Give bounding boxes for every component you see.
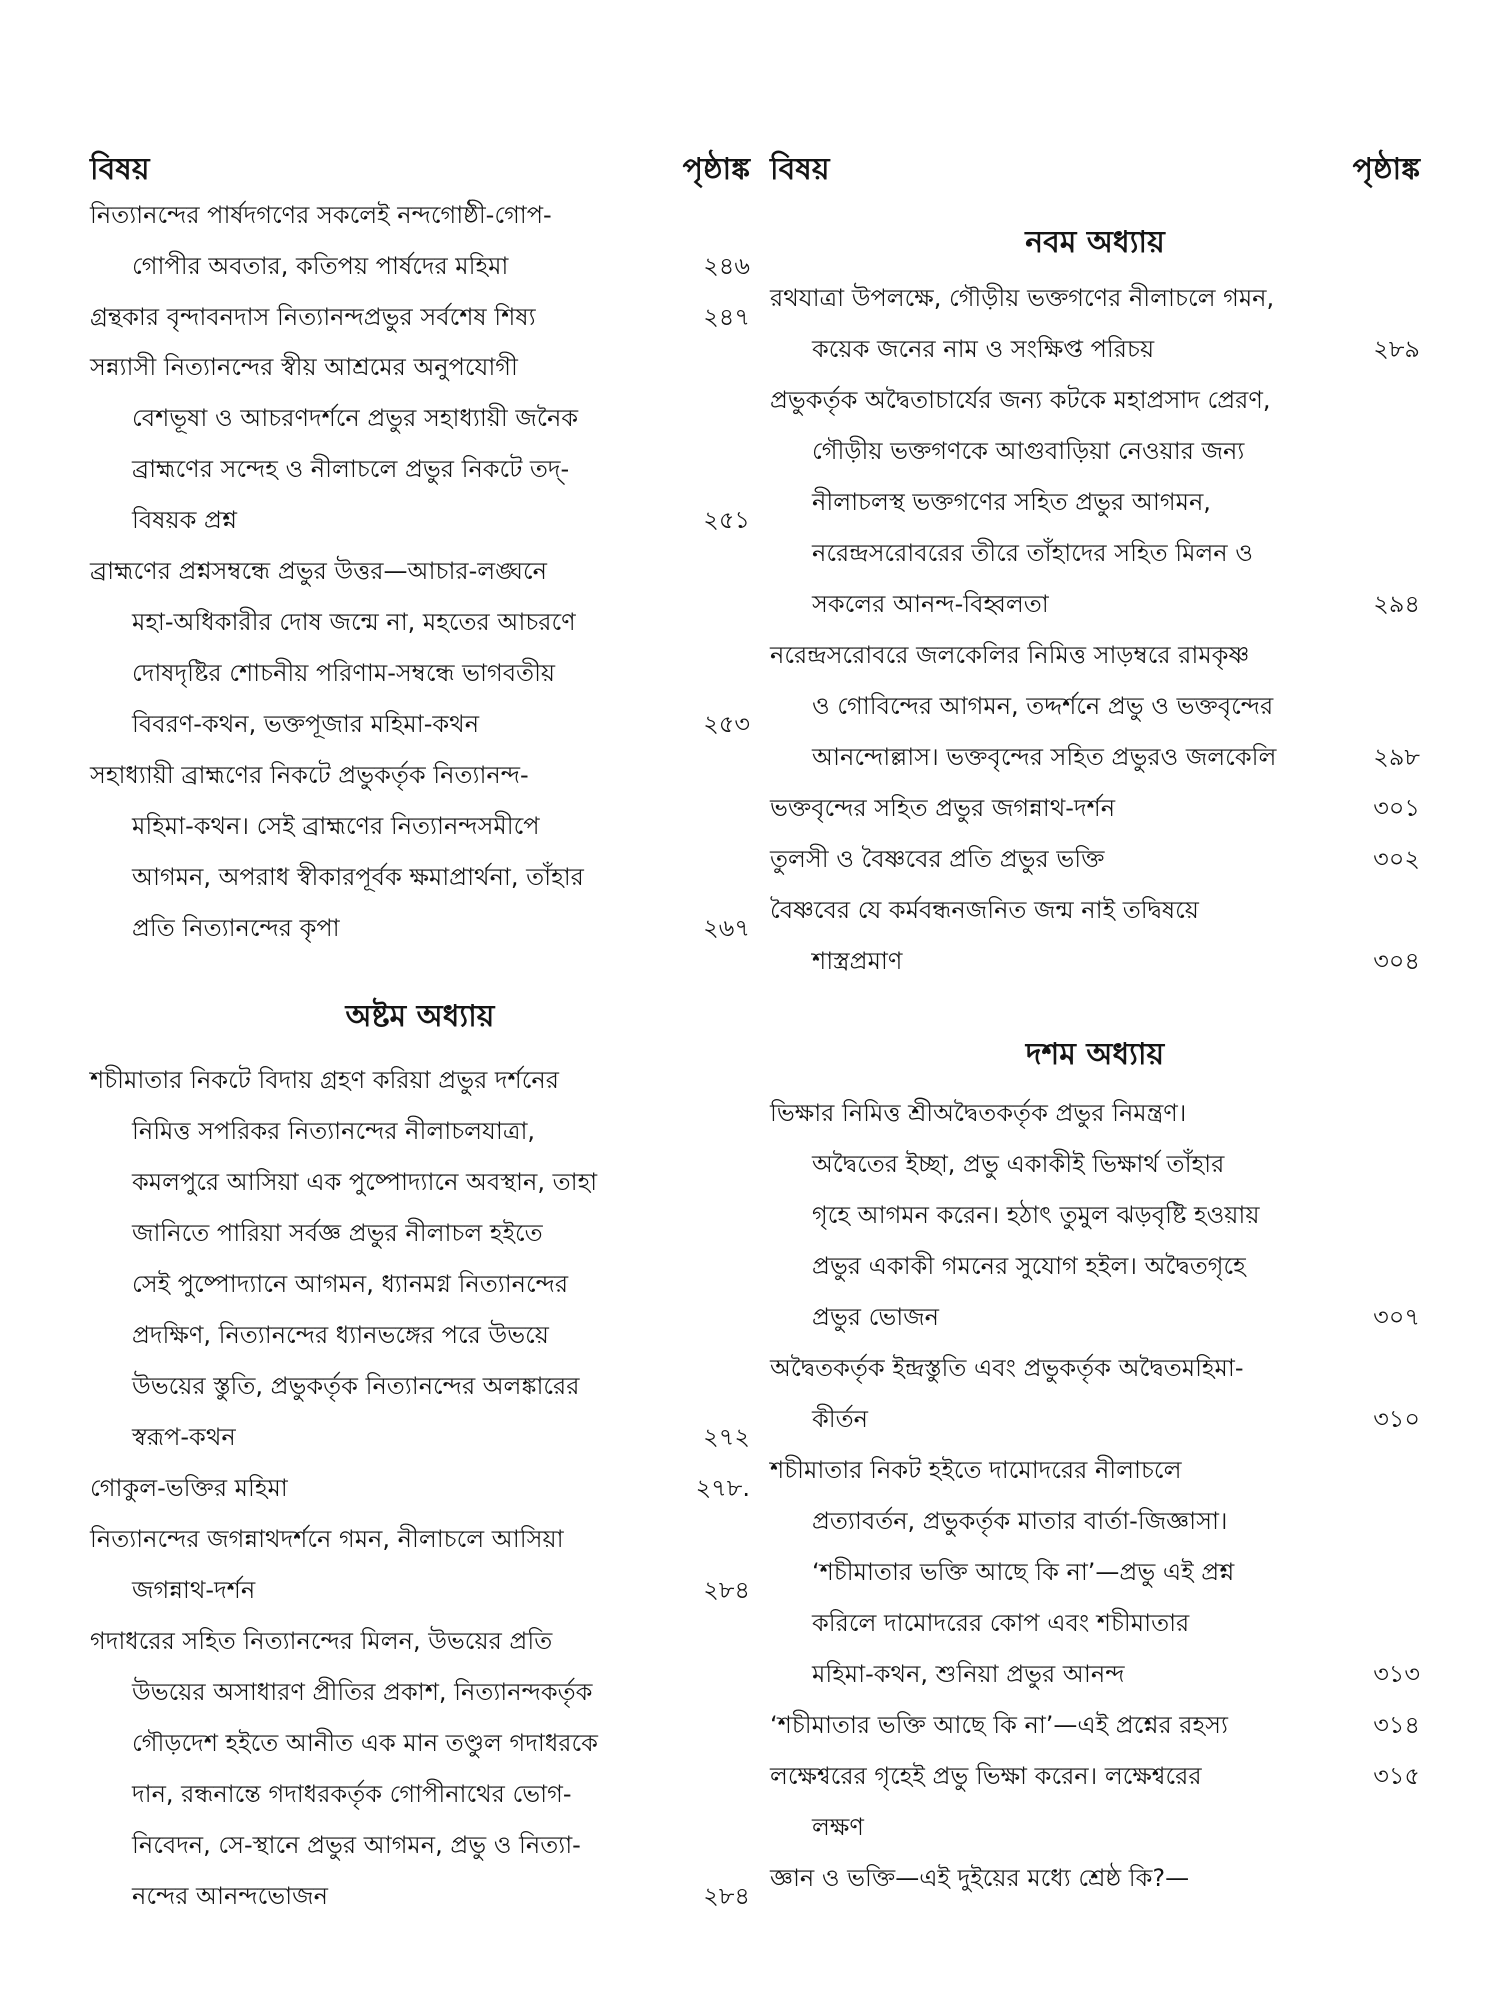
right-page-header: পৃষ্ঠাঙ্ক: [1352, 152, 1420, 187]
left-entry-line: গ্রন্থকার বৃন্দাবনদাস নিত্যানন্দপ্রভুর সর্বশেষ শিষ্য: [90, 303, 536, 331]
chapter-9-entry-line: নরেন্দ্রসরোবরের তীরে তাঁহাদের সহিত মিলন ও: [812, 539, 1253, 567]
chapter-8-entry-line: নিমিত্ত সপরিকর নিত্যানন্দের নীলাচলযাত্রা,: [132, 1117, 536, 1145]
chapter-8-entry-line: স্বরূপ-কথন: [132, 1423, 236, 1451]
chapter-8-entry-line: জগন্নাথ-দর্শন: [132, 1576, 256, 1604]
chapter-10-title: দশম অধ্যায়: [1025, 1037, 1165, 1072]
left-entry-line: মহা-অধিকারীর দোষ জন্মে না, মহতের আচরণে: [132, 608, 576, 636]
chapter-8-entry-page-number: ২৭২: [703, 1423, 750, 1451]
left-entry-page-number: ২৪৭: [703, 303, 750, 331]
chapter-10-entry-line: মহিমা-কথন, শুনিয়া প্রভুর আনন্দ: [812, 1660, 1125, 1688]
chapter-9-entry-page-number: ৩০২: [1373, 845, 1420, 873]
chapter-9-entry-page-number: ২৯৮: [1373, 743, 1420, 771]
chapter-8-entry-line: প্রদক্ষিণ, নিত্যানন্দের ধ্যানভঙ্গের পরে উভয়ে: [132, 1321, 549, 1349]
chapter-8-entry-line: গদাধরের সহিত নিত্যানন্দের মিলন, উভয়ের প্রতি: [90, 1627, 553, 1655]
chapter-8-entry-line: উভয়ের অসাধারণ প্রীতির প্রকাশ, নিত্যানন্দকর্তৃক: [132, 1678, 593, 1706]
chapter-8-entry-line: নিবেদন, সে-স্থানে প্রভুর আগমন, প্রভু ও নিত্যা-: [132, 1831, 581, 1859]
chapter-8-entry-line: কমলপুরে আসিয়া এক পুষ্পোদ্যানে অবস্থান, তাহা: [132, 1168, 598, 1196]
chapter-9-entry-page-number: ২৮৯: [1373, 335, 1420, 363]
left-entry-line: মহিমা-কথন। সেই ব্রাহ্মণের নিত্যানন্দসমীপে: [132, 812, 540, 840]
chapter-9-entry-line: তুলসী ও বৈষ্ণবের প্রতি প্রভুর ভক্তি: [770, 845, 1105, 873]
chapter-8-entry-page-number: ২৭৮.: [695, 1474, 750, 1502]
left-entry-line: গোপীর অবতার, কতিপয় পার্ষদের মহিমা: [132, 252, 509, 280]
chapter-10-entry-line: করিলে দামোদরের কোপ এবং শচীমাতার: [812, 1609, 1190, 1637]
chapter-8-entry-line: জানিতে পারিয়া সর্বজ্ঞ প্রভুর নীলাচল হইতে: [132, 1219, 543, 1247]
chapter-9-entry-line: ও গোবিন্দের আগমন, তদ্দর্শনে প্রভু ও ভক্তবৃন্দের: [812, 692, 1274, 720]
chapter-9-entry-line: গৌড়ীয় ভক্তগণকে আগুবাড়িয়া নেওয়ার জন্য: [812, 437, 1245, 465]
chapter-9-entry-line: প্রভুকর্তৃক অদ্বৈতাচার্যের জন্য কটকে মহাপ্রসাদ প্রেরণ,: [770, 386, 1271, 414]
left-entry-line: প্রতি নিত্যানন্দের কৃপা: [132, 914, 340, 942]
chapter-10-entry-line: শচীমাতার নিকট হইতে দামোদরের নীলাচলে: [770, 1456, 1182, 1484]
chapter-8-entry-line: নন্দের আনন্দভোজন: [132, 1882, 328, 1910]
chapter-10-entry-page-number: ৩১৫: [1373, 1762, 1420, 1790]
chapter-8-entry-page-number: ২৮৪: [703, 1882, 750, 1910]
chapter-8-entry-line: নিত্যানন্দের জগন্নাথদর্শনে গমন, নীলাচলে আসিয়া: [90, 1525, 564, 1553]
left-entry-line: ব্রাহ্মণের প্রশ্নসম্বন্ধে প্রভুর উত্তর—আচার-লঙ্ঘনে: [90, 557, 547, 585]
chapter-10-entry-page-number: ৩১০: [1373, 1405, 1420, 1433]
left-entry-line: নিত্যানন্দের পার্ষদগণের সকলেই নন্দগোষ্ঠী-গোপ-: [90, 201, 552, 229]
chapter-10-entry-line: অদ্বৈতকর্তৃক ইন্দ্রস্তুতি এবং প্রভুকর্তৃক অদ্বৈতমহিমা-: [770, 1354, 1244, 1382]
chapter-9-entry-line: রথযাত্রা উপলক্ষে, গৌড়ীয় ভক্তগণের নীলাচলে গমন,: [770, 284, 1275, 312]
chapter-9-entry-line: কয়েক জনের নাম ও সংক্ষিপ্ত পরিচয়: [812, 335, 1155, 363]
left-entry-page-number: ২৫৩: [703, 710, 750, 738]
chapter-10-entry-page-number: ৩০৭: [1373, 1303, 1420, 1331]
chapter-8-entry-line: দান, রন্ধনান্তে গদাধরকর্তৃক গোপীনাথের ভোগ-: [132, 1780, 572, 1808]
chapter-10-entry-line: কীর্তন: [812, 1405, 868, 1433]
chapter-8-entry-page-number: ২৮৪: [703, 1576, 750, 1604]
left-entry-page-number: ২৪৬: [703, 252, 750, 280]
left-entry-line: আগমন, অপরাধ স্বীকারপূর্বক ক্ষমাপ্রার্থনা, তাঁহার: [132, 863, 584, 891]
left-subject-header: বিষয়: [90, 152, 150, 187]
chapter-8-title: অষ্টম অধ্যায়: [345, 999, 495, 1034]
chapter-9-entry-line: শাস্ত্রপ্রমাণ: [812, 947, 903, 975]
chapter-9-entry-page-number: ৩০১: [1373, 794, 1420, 822]
chapter-9-entry-page-number: ৩০৪: [1373, 947, 1420, 975]
left-entry-line: বেশভূষা ও আচরণদর্শনে প্রভুর সহাধ্যায়ী জনৈক: [132, 404, 579, 432]
left-entry-page-number: ২৫১: [703, 506, 750, 534]
chapter-10-entry-line: অদ্বৈতের ইচ্ছা, প্রভু একাকীই ভিক্ষার্থ তাঁহার: [812, 1150, 1225, 1178]
chapter-9-entry-line: ভক্তবৃন্দের সহিত প্রভুর জগন্নাথ-দর্শন: [770, 794, 1116, 822]
chapter-8-entry-line: শচীমাতার নিকটে বিদায় গ্রহণ করিয়া প্রভুর দর্শনের: [90, 1066, 559, 1094]
chapter-10-entry-line: জ্ঞান ও ভক্তি—এই দুইয়ের মধ্যে শ্রেষ্ঠ কি?—: [770, 1864, 1190, 1892]
chapter-8-entry-line: গৌড়দেশ হইতে আনীত এক মান তণ্ডুল গদাধরকে: [132, 1729, 598, 1757]
chapter-9-entry-page-number: ২৯৪: [1373, 590, 1420, 618]
chapter-10-entry-line: প্রভুর একাকী গমনের সুযোগ হইল। অদ্বৈতগৃহে: [812, 1252, 1246, 1280]
chapter-10-entry-page-number: ৩১৩: [1373, 1660, 1420, 1688]
left-entry-line: বিবরণ-কথন, ভক্তপূজার মহিমা-কথন: [132, 710, 480, 738]
chapter-9-entry-line: নরেন্দ্রসরোবরে জলকেলির নিমিত্ত সাড়ম্বরে রামকৃষ্ণ: [770, 641, 1250, 669]
chapter-10-entry-line: প্রত্যাবর্তন, প্রভুকর্তৃক মাতার বার্তা-জিজ্ঞাসা।: [812, 1507, 1228, 1535]
chapter-10-entry-page-number: ৩১৪: [1373, 1711, 1420, 1739]
chapter-8-entry-line: সেই পুষ্পোদ্যানে আগমন, ধ্যানমগ্ন নিত্যানন্দের: [132, 1270, 569, 1298]
left-entry-line: সহাধ্যায়ী ব্রাহ্মণের নিকটে প্রভুকর্তৃক নিত্যানন্দ-: [90, 761, 529, 789]
chapter-10-entry-line: ভিক্ষার নিমিত্ত শ্রীঅদ্বৈতকর্তৃক প্রভুর নিমন্ত্রণ।: [770, 1099, 1187, 1127]
chapter-10-entry-line: গৃহে আগমন করেন। হঠাৎ তুমুল ঝড়বৃষ্টি হওয়ায়: [812, 1201, 1260, 1229]
left-page-header: পৃষ্ঠাঙ্ক: [682, 152, 750, 187]
chapter-10-entry-line: লক্ষণ: [812, 1813, 864, 1841]
left-entry-line: বিষয়ক প্রশ্ন: [132, 506, 238, 534]
chapter-10-entry-line: ‘শচীমাতার ভক্তি আছে কি না’—এই প্রশ্নের রহস্য: [770, 1711, 1228, 1739]
left-entry-line: সন্ন্যাসী নিত্যানন্দের স্বীয় আশ্রমের অনুপযোগী: [90, 353, 518, 381]
right-subject-header: বিষয়: [770, 152, 830, 187]
left-entry-line: ব্রাহ্মণের সন্দেহ ও নীলাচলে প্রভুর নিকটে তদ্-: [132, 455, 570, 483]
chapter-9-entry-line: আনন্দোল্লাস। ভক্তবৃন্দের সহিত প্রভুরও জলকেলি: [812, 743, 1277, 771]
chapter-10-entry-line: লক্ষেশ্বরের গৃহেই প্রভু ভিক্ষা করেন। লক্ষেশ্বরের: [770, 1762, 1202, 1790]
chapter-9-title: নবম অধ্যায়: [1025, 225, 1165, 260]
chapter-9-entry-line: সকলের আনন্দ-বিহ্বলতা: [812, 590, 1049, 618]
left-entry-line: দোষদৃষ্টির শোচনীয় পরিণাম-সম্বন্ধে ভাগবতীয়: [132, 659, 556, 687]
chapter-9-entry-line: বৈষ্ণবের যে কর্মবন্ধনজনিত জন্ম নাই তদ্বিষয়ে: [770, 896, 1199, 924]
chapter-8-entry-line: উভয়ের স্তুতি, প্রভুকর্তৃক নিত্যানন্দের অলঙ্কারের: [132, 1372, 580, 1400]
chapter-10-entry-line: প্রভুর ভোজন: [812, 1303, 940, 1331]
chapter-9-entry-line: নীলাচলস্থ ভক্তগণের সহিত প্রভুর আগমন,: [812, 488, 1211, 516]
left-entry-page-number: ২৬৭: [703, 914, 750, 942]
chapter-8-entry-line: গোকুল-ভক্তির মহিমা: [90, 1474, 288, 1502]
chapter-10-entry-line: ‘শচীমাতার ভক্তি আছে কি না’—প্রভু এই প্রশ্ন: [812, 1558, 1235, 1586]
